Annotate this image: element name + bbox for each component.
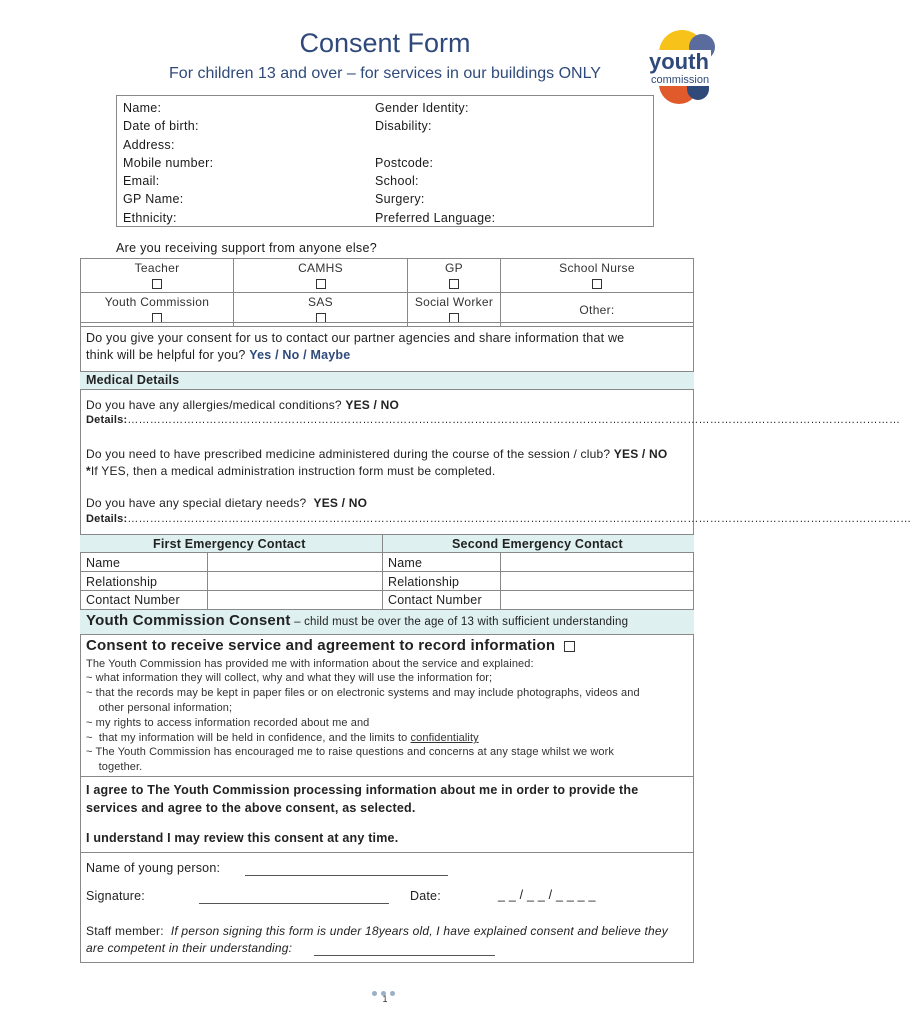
yc-consent-heading: Youth Commission Consent bbox=[86, 612, 291, 629]
first-contact-relationship: Relationship bbox=[86, 575, 158, 589]
allergy-question: Do you have any allergies/medical conditions? YES / NO bbox=[86, 398, 399, 412]
second-contact-relationship: Relationship bbox=[388, 575, 460, 589]
checkbox-gp[interactable] bbox=[449, 279, 459, 289]
allergy-details[interactable]: Details:……………………………………………………………………………………………………………………………………………………………………………………… bbox=[86, 414, 901, 426]
second-emergency-heading: Second Emergency Contact bbox=[452, 537, 623, 551]
support-youth-commission: Youth Commission bbox=[81, 293, 234, 327]
divider bbox=[80, 776, 694, 777]
share-consent-line2: think will be helpful for you? Yes / No / Maybe bbox=[86, 348, 351, 362]
youth-commission-logo bbox=[645, 28, 725, 104]
staff-line2: are competent in their understanding: bbox=[86, 941, 293, 955]
diet-options[interactable]: YES / NO bbox=[313, 496, 368, 510]
field-dob[interactable]: Date of birth: bbox=[123, 119, 199, 134]
agreement-line3: I understand I may review this consent at any time. bbox=[86, 831, 399, 845]
divider bbox=[500, 552, 501, 609]
yc-bullet-5: ~ The Youth Commission has encouraged me to raise questions and concerns at any stage whilst we work bbox=[86, 746, 615, 758]
divider bbox=[80, 389, 694, 390]
second-contact-name: Name bbox=[388, 556, 423, 570]
agree-heading: Consent to receive service and agreement to record information bbox=[86, 637, 575, 654]
divider bbox=[80, 552, 694, 553]
support-other[interactable]: Other: bbox=[501, 293, 694, 327]
medical-heading: Medical Details bbox=[86, 373, 180, 387]
support-question: Are you receiving support from anyone else? bbox=[116, 241, 377, 255]
field-address[interactable]: Address: bbox=[123, 137, 175, 152]
confidentiality-link[interactable]: confidentiality bbox=[410, 732, 479, 744]
field-mobile[interactable]: Mobile number: bbox=[123, 155, 214, 170]
field-surgery[interactable]: Surgery: bbox=[375, 192, 425, 207]
yc-bullet-1: ~ what information they will collect, why and what they will use the information for; bbox=[86, 672, 493, 684]
logo-word-youth: youth bbox=[649, 49, 709, 74]
share-consent-options[interactable]: Yes / No / Maybe bbox=[249, 348, 351, 362]
yc-bullet-5b: together. bbox=[86, 761, 143, 773]
field-disability[interactable]: Disability: bbox=[375, 119, 432, 134]
logo-word-commission: commission bbox=[651, 74, 710, 86]
field-email[interactable]: Email: bbox=[123, 174, 160, 189]
yc-bullet-3: ~ my rights to access information recorded about me and bbox=[86, 717, 370, 729]
date-field[interactable]: _ _ / _ _ / _ _ _ _ bbox=[498, 888, 596, 902]
signature-line[interactable] bbox=[199, 890, 389, 904]
diet-details[interactable]: Details:………………………………………………………………………………………………………………………………………………………………………………………… bbox=[86, 513, 911, 525]
checkbox-teacher[interactable] bbox=[152, 279, 162, 289]
support-social-worker: Social Worker bbox=[408, 293, 501, 327]
young-person-name-label: Name of young person: bbox=[86, 861, 221, 875]
agree-checkbox[interactable] bbox=[564, 641, 575, 652]
agreement-line2: services and agree to the above consent, as selected. bbox=[86, 801, 416, 815]
share-consent-line1: Do you give your consent for us to contact our partner agencies and share information that we bbox=[86, 331, 625, 345]
divider bbox=[80, 590, 694, 591]
divider bbox=[382, 535, 383, 609]
support-table bbox=[80, 258, 694, 327]
support-gp: GP bbox=[408, 259, 501, 293]
agreement-line1: I agree to The Youth Commission processing information about me in order to provide the bbox=[86, 783, 639, 797]
yc-bullet-2: ~ that the records may be kept in paper files or on electronic systems and may include photographs, videos and bbox=[86, 687, 640, 699]
checkbox-camhs[interactable] bbox=[316, 279, 326, 289]
allergy-options[interactable]: YES / NO bbox=[345, 398, 399, 412]
personal-left-column bbox=[123, 99, 213, 227]
first-contact-name: Name bbox=[86, 556, 121, 570]
support-teacher: Teacher bbox=[81, 259, 234, 293]
support-school-nurse: School Nurse bbox=[501, 259, 694, 293]
yc-consent-heading-row: Youth Commission Consent – child must be over the age of 13 with sufficient understanding bbox=[86, 612, 629, 629]
divider bbox=[207, 552, 208, 609]
field-name[interactable]: Name: bbox=[123, 101, 162, 115]
diet-question: Do you have any special dietary needs? YES / NO bbox=[86, 496, 368, 510]
support-sas: SAS bbox=[234, 293, 408, 327]
divider bbox=[80, 634, 694, 635]
form-subtitle: For children 13 and over – for services in our buildings ONLY bbox=[169, 65, 601, 82]
yc-bullet-2b: other personal information; bbox=[86, 702, 233, 714]
field-gender-identity[interactable]: Gender Identity: bbox=[375, 101, 469, 115]
form-title: Consent Form bbox=[299, 28, 471, 58]
young-person-name-line[interactable] bbox=[245, 862, 448, 876]
first-emergency-heading: First Emergency Contact bbox=[153, 537, 306, 551]
medicine-question: Do you need to have prescribed medicine administered during the course of the session / club? YES / NO bbox=[86, 447, 668, 461]
divider bbox=[80, 852, 694, 853]
field-gp-name[interactable]: GP Name: bbox=[123, 192, 184, 207]
checkbox-school-nurse[interactable] bbox=[592, 279, 602, 289]
staff-line1: Staff member: If person signing this form is under 18years old, I have explained consent and believe they bbox=[86, 924, 668, 938]
field-preferred-language[interactable]: Preferred Language: bbox=[375, 210, 496, 225]
support-camhs: CAMHS bbox=[234, 259, 408, 293]
medicine-options[interactable]: YES / NO bbox=[613, 447, 668, 461]
medicine-note: *If YES, then a medical administration instruction form must be completed. bbox=[86, 464, 496, 478]
field-blank bbox=[375, 136, 495, 154]
first-contact-number: Contact Number bbox=[86, 593, 180, 607]
second-contact-number: Contact Number bbox=[388, 593, 482, 607]
yc-bullet-4: ~ that my information will be held in confidence, and the limits to confidentiality bbox=[86, 732, 479, 744]
date-label: Date: bbox=[410, 889, 441, 903]
staff-signature-line[interactable] bbox=[314, 942, 495, 956]
page-number: 1 bbox=[382, 994, 388, 1004]
field-school[interactable]: School: bbox=[375, 174, 419, 189]
field-ethnicity[interactable]: Ethnicity: bbox=[123, 210, 177, 225]
field-postcode[interactable]: Postcode: bbox=[375, 155, 434, 170]
signature-label: Signature: bbox=[86, 889, 145, 903]
personal-right-column bbox=[375, 99, 495, 227]
divider bbox=[80, 571, 694, 572]
yc-intro: The Youth Commission has provided me with information about the service and explained: bbox=[86, 658, 534, 670]
personal-details-box bbox=[116, 95, 654, 227]
